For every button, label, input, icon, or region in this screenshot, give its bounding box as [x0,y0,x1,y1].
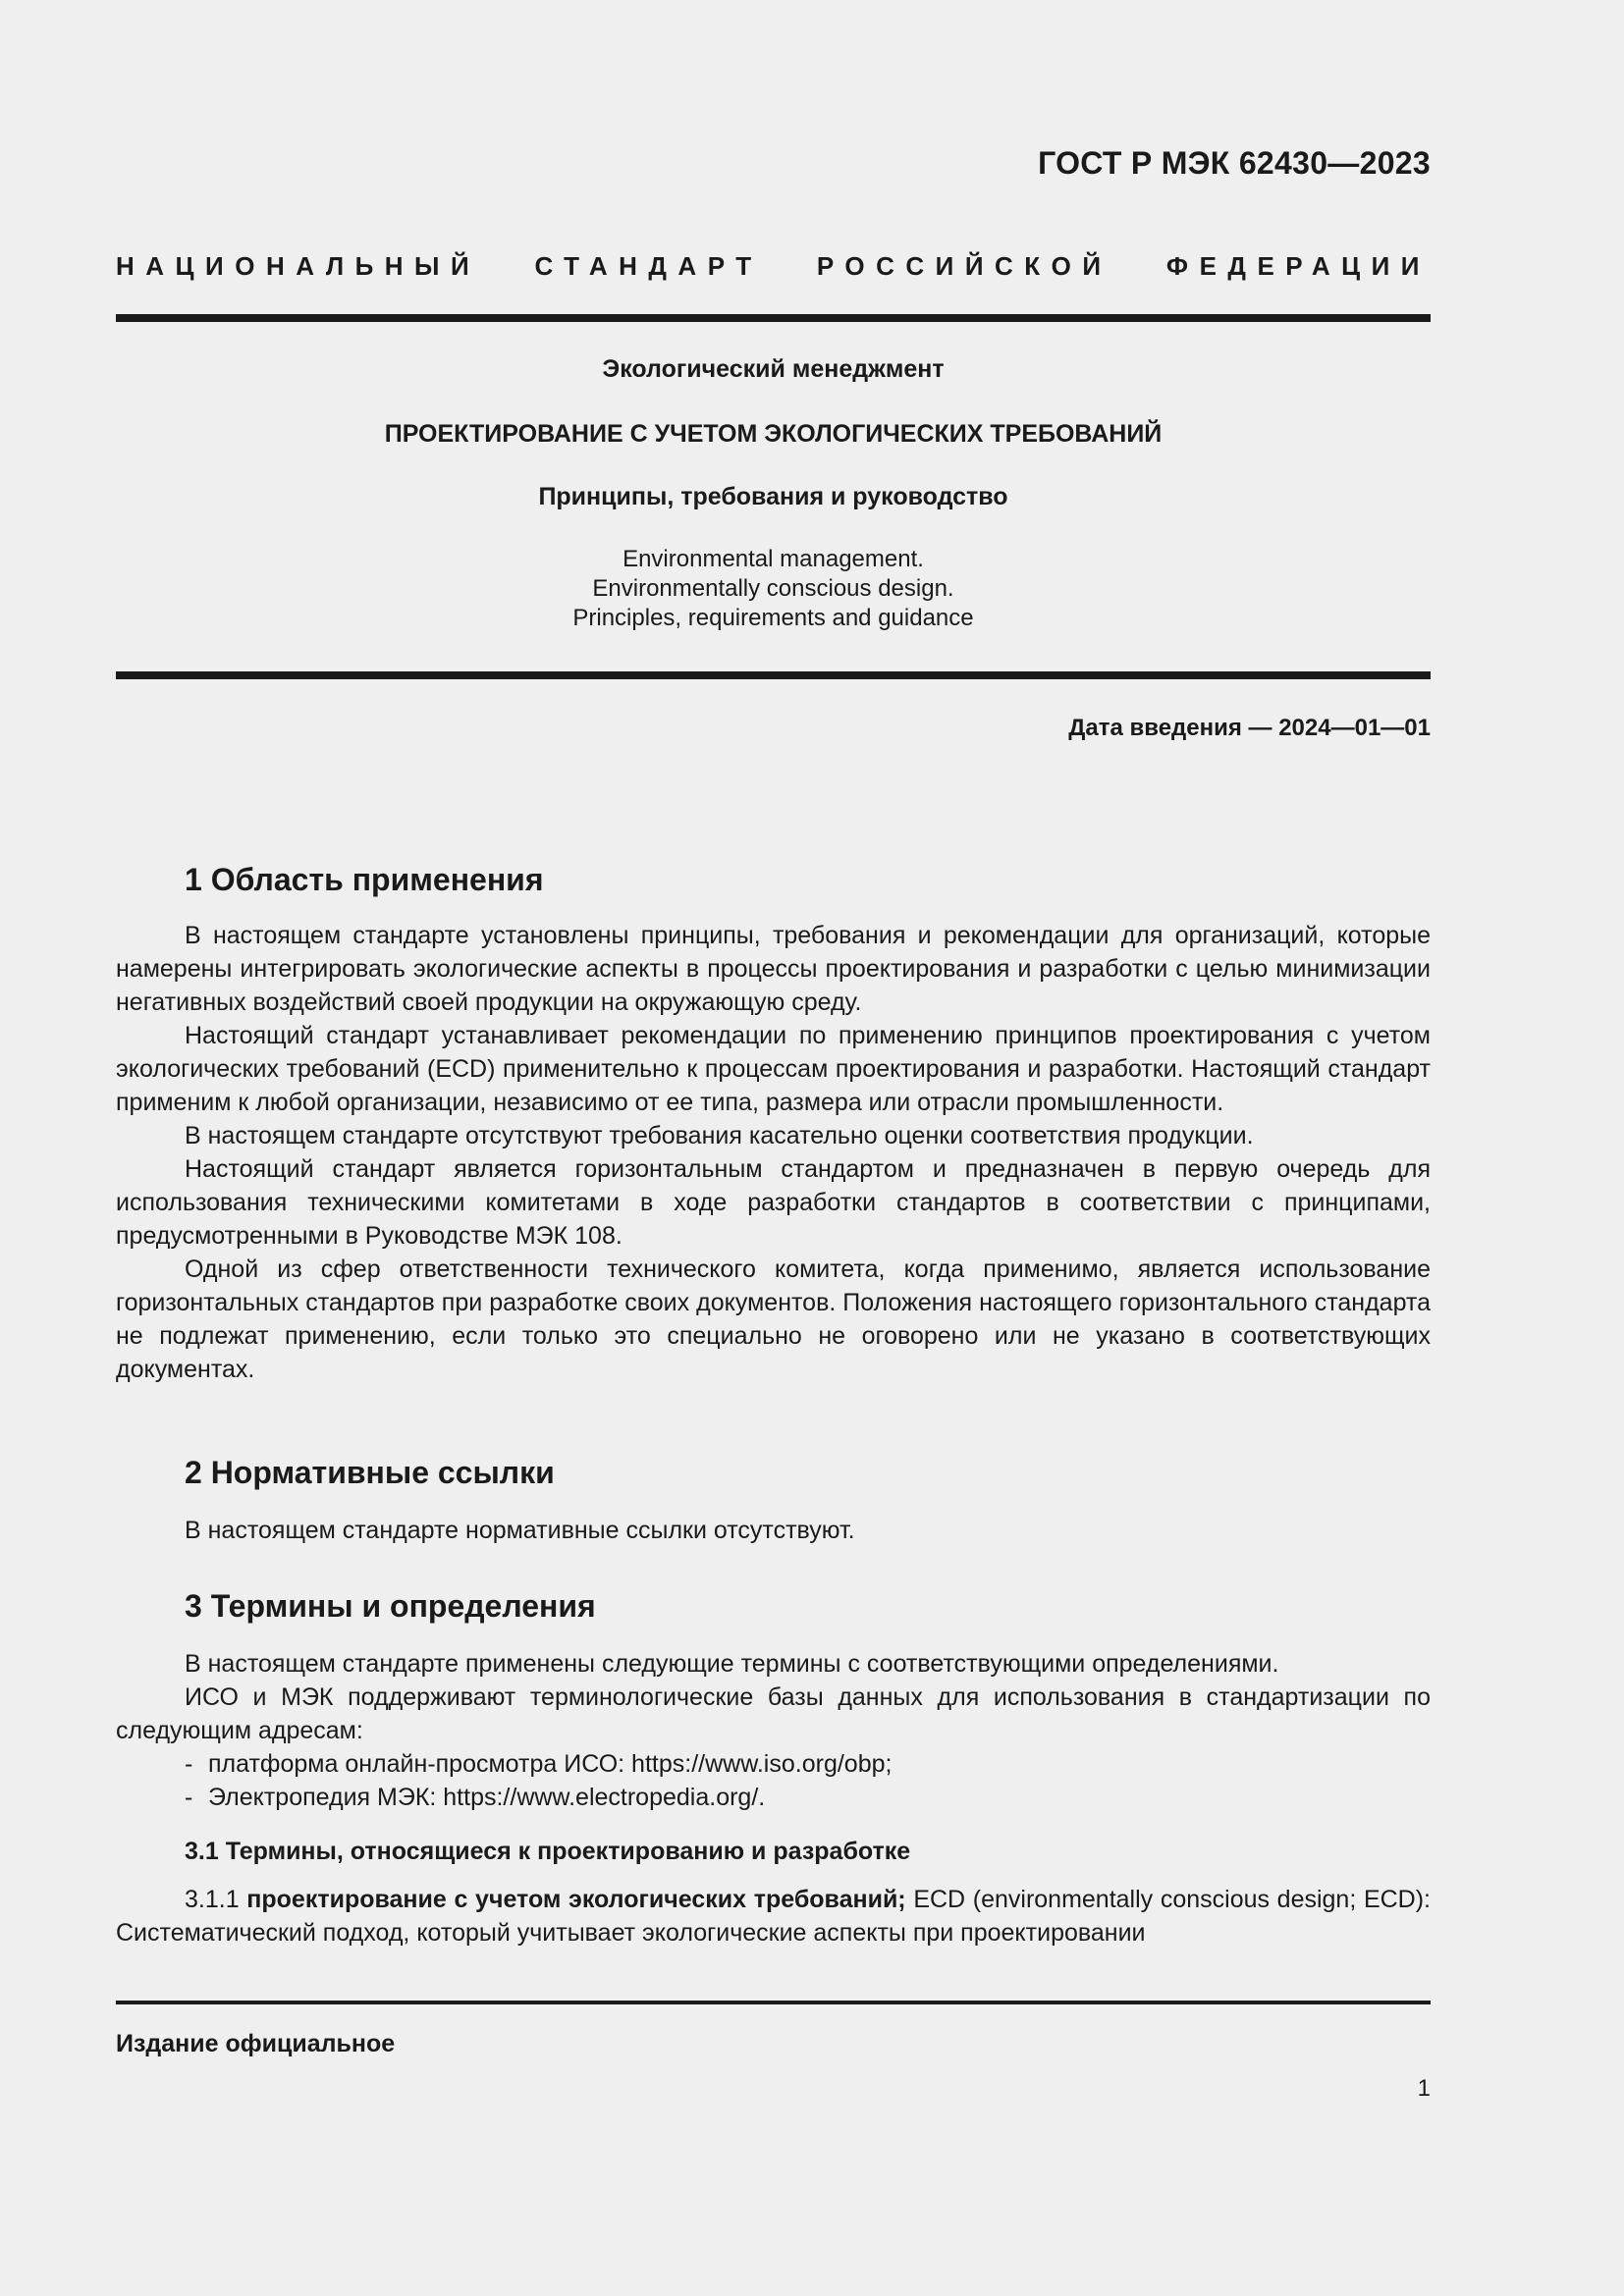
document-page [116,0,1431,2296]
section1-paragraph: В настоящем стандарте отсутствуют требования касательно оценки соответствия продукции. [185,1122,1254,1149]
footer-divider [116,2001,1431,2004]
title-ru-line3: Принципы, требования и руководство [538,483,1008,510]
section2-heading: 2 Нормативные ссылки [185,1455,555,1490]
section3-heading: 3 Термины и определения [185,1588,596,1624]
title-en-line2: Environmentally conscious design. [592,575,954,602]
introduction-date: Дата введения — 2024—01—01 [1068,715,1431,741]
title-bottom-divider [116,671,1431,679]
term-name: проектирование с учетом экологических требований; [246,1886,906,1913]
section3-body [116,1647,1431,1814]
list-dash: - [185,1784,193,1811]
section3-paragraph: ИСО и МЭК поддерживают терминологические базы данных для использования в стандартизации по следующим адресам: [116,1683,1431,1744]
section1-paragraph: Одной из сфер ответственности технического комитета, когда применимо, является использование горизонтальных стандартов при разработке своих документов. Положения настоящего горизонтального стандарта не подлежат применению, если только это специально не оговорено или не указано в соответствующих документах. [116,1255,1431,1383]
list-item-text: платформа онлайн-просмотра ИСО: https://www.iso.org/obp; [208,1750,893,1778]
title-ru-line2: ПРОЕКТИРОВАНИЕ С УЧЕТОМ ЭКОЛОГИЧЕСКИХ ТРЕБОВАНИЙ [384,420,1163,448]
list-item-text: Электропедия МЭК: https://www.electropedia.org/. [208,1784,766,1811]
list-dash: - [185,1750,193,1778]
term-number: 3.1.1 [185,1886,240,1913]
section1-paragraph: Настоящий стандарт является горизонтальным стандартом и предназначен в первую очередь для использования техническими комитетами в ходе разработки стандартов в соответствии с принципами, предусмотренными в Руководстве МЭК 108. [116,1155,1431,1250]
top-divider [116,314,1431,322]
title-en-line3: Principles, requirements and guidance [572,605,974,631]
term-description: ECD (environmentally conscious design; ECD): Систематический подход, который учитывает экологические аспекты при проектировании [116,1886,1431,1947]
list-item [116,1747,1431,1781]
document-number: ГОСТ Р МЭК 62430—2023 [1038,145,1431,181]
section1-body [116,919,1431,1386]
page-number: 1 [1417,2075,1431,2102]
section2-body [116,1514,1431,1547]
term-paragraph [116,1883,1431,1949]
title-ru-line1: Экологический менеджмент [602,355,945,383]
section1-paragraph: Настоящий стандарт устанавливает рекомендации по применению принципов проектирования с учетом экологических требований (ECD) применительно к процессам проектирования и разработки. Настоящий стандарт применим к любой организации, независимо от ее типа, размера или отрасли промышленности. [116,1022,1431,1116]
term-definition [116,1883,1431,1949]
official-edition-label: Издание официальное [116,2030,396,2057]
subsection-heading: 3.1 Термины, относящиеся к проектированию и разработке [185,1838,911,1865]
section1-paragraph: В настоящем стандарте установлены принципы, требования и рекомендации для организаций, которые намерены интегрировать экологические аспекты в процессы проектирования и разработки с целью минимизации негативных воздействий своей продукции на окружающую среду. [116,922,1431,1016]
national-standard-header: НАЦИОНАЛЬНЫЙ СТАНДАРТ РОССИЙСКОЙ ФЕДЕРАЦИИ [116,251,1431,281]
list-item [116,1781,1431,1814]
section2-paragraph: В настоящем стандарте нормативные ссылки отсутствуют. [185,1517,855,1544]
section3-paragraph: В настоящем стандарте применены следующие термины с соответствующими определениями. [185,1650,1279,1678]
title-en-line1: Environmental management. [623,546,924,572]
section1-heading: 1 Область применения [185,862,544,897]
